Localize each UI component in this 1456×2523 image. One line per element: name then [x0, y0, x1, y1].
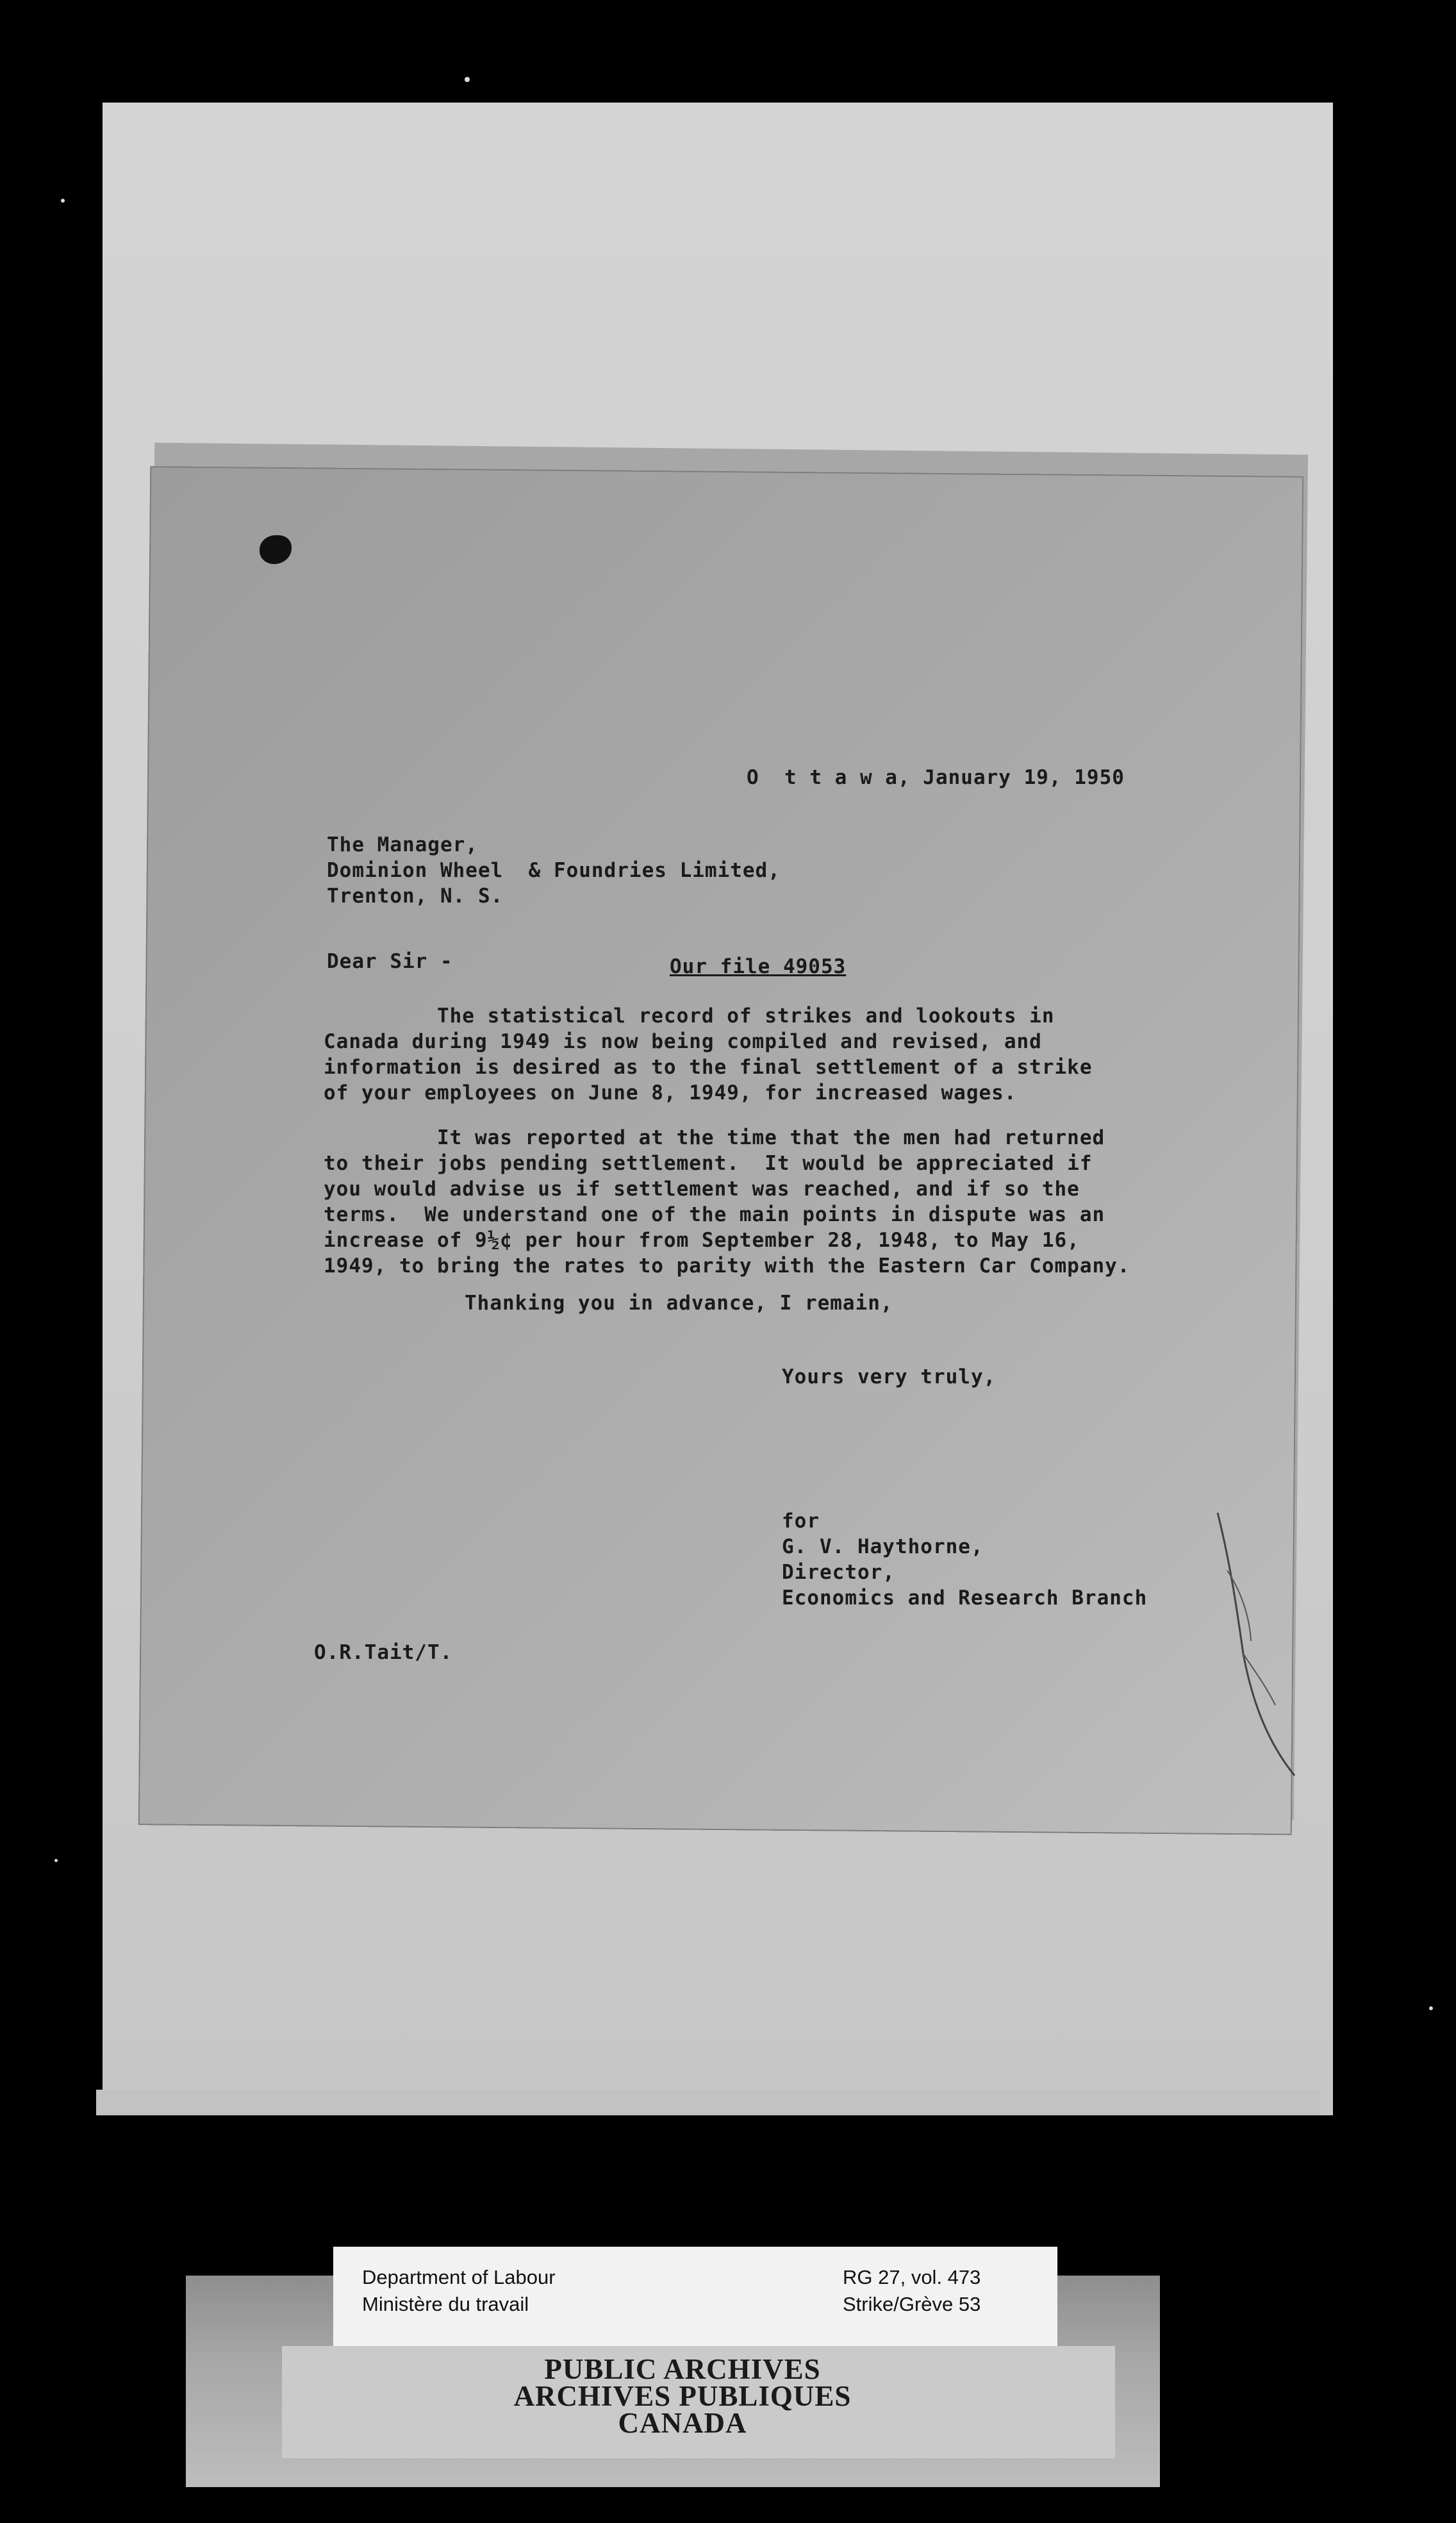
- dust-speck: [1429, 2006, 1433, 2010]
- addressee-line-1: The Manager,: [327, 833, 478, 856]
- signature-for: for: [782, 1510, 820, 1533]
- paragraph-1: The statistical record of strikes and lookouts in Canada during 1949 is now being compiled and revised, and information is desired as to the final settlement of a strike of your employees on June 8, 1949, for increased wages.: [324, 1004, 1093, 1104]
- addressee-line-3: Trenton, N. S.: [327, 885, 504, 908]
- stamp-line-2: ARCHIVES PUBLIQUES: [513, 2380, 852, 2412]
- mount-edge: [96, 2090, 1320, 2115]
- complimentary-close: Yours very truly,: [782, 1365, 997, 1388]
- label-department-en: Department of Labour: [362, 2266, 556, 2288]
- dust-speck: [465, 77, 470, 82]
- paper-crease-mark: [1205, 1513, 1301, 1782]
- file-reference: Our file 49053: [670, 955, 847, 978]
- stamp-line-3: CANADA: [618, 2407, 747, 2439]
- label-file: Strike/Grève 53: [843, 2293, 981, 2315]
- label-reference: RG 27, vol. 473: [843, 2266, 981, 2288]
- closing-line: Thanking you in advance, I remain,: [465, 1292, 893, 1315]
- archive-label-card: [333, 2247, 1057, 2352]
- dateline: O t t a w a, January 19, 1950: [747, 766, 1125, 789]
- signature-name: G. V. Haythorne,: [782, 1535, 984, 1558]
- addressee-line-2: Dominion Wheel & Foundries Limited,: [327, 859, 781, 882]
- archive-stamp: [449, 2353, 916, 2439]
- stamp-line-1: PUBLIC ARCHIVES: [544, 2353, 821, 2385]
- label-department-fr: Ministère du travail: [362, 2293, 529, 2315]
- signature-branch: Economics and Research Branch: [782, 1586, 1148, 1610]
- dust-speck: [54, 1859, 58, 1862]
- salutation: Dear Sir -: [327, 950, 453, 973]
- dust-speck: [61, 199, 65, 203]
- typist-initials: O.R.Tait/T.: [314, 1641, 453, 1664]
- signature-title: Director,: [782, 1561, 895, 1584]
- paragraph-2: It was reported at the time that the men had returned to their jobs pending settlement. It would be appreciated if you would advise us if settlement was reached, and if so the terms. We understand one of the main points in dispute was an increase of 9½¢ per hour from September 28, 1948, to May 16, 1949, to bring the rates to parity with the Eastern Car Company.: [324, 1126, 1130, 1278]
